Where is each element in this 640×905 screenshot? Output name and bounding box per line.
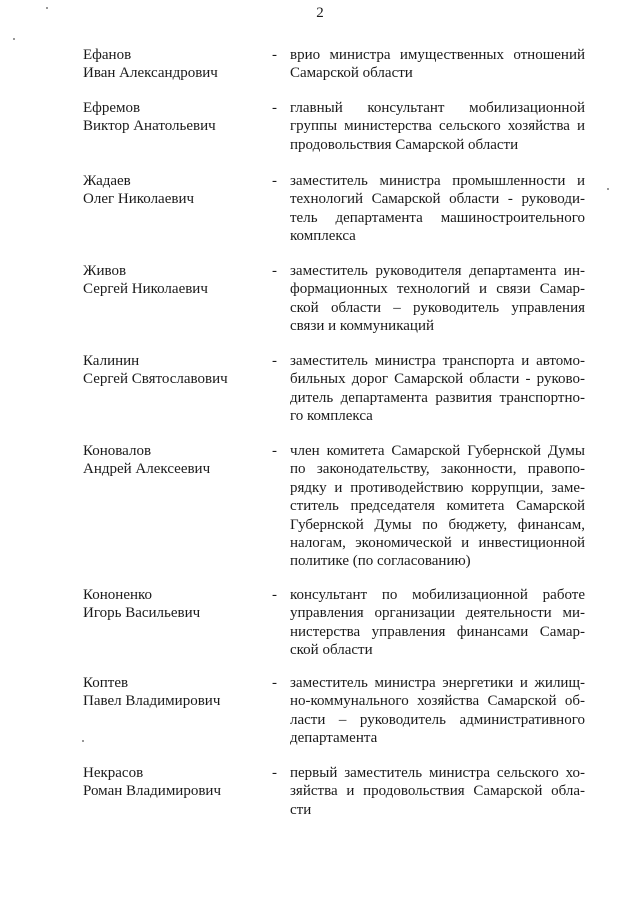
surname: Жадаев: [83, 173, 131, 189]
description-line: технологий Самарской области - руководи-: [290, 191, 585, 208]
description-line: член комитета Самарской Губернской Думы: [290, 443, 585, 459]
position-description: [290, 99, 585, 154]
surname: Коновалов: [83, 443, 152, 459]
surname: Кононенко: [83, 587, 153, 603]
description-line: ститель председателя комитета Самарской: [290, 498, 585, 515]
position-description: [290, 586, 585, 660]
description-line: Губернской Думы по бюджету, финансам,: [290, 516, 585, 533]
description-line: продовольствия Самарской области: [290, 136, 519, 153]
given-names: Иван Александрович: [83, 65, 218, 81]
dash: -: [272, 47, 277, 63]
person-name: [83, 586, 268, 622]
position-description: [290, 352, 585, 426]
surname: Некрасов: [83, 765, 144, 781]
given-names: Олег Николаевич: [83, 191, 195, 207]
description-line: Самарской области: [290, 65, 413, 82]
person-name: [83, 442, 268, 478]
dash: -: [272, 675, 277, 691]
description-line: ской области – руководитель управления: [290, 299, 585, 316]
given-names: Виктор Анатольевич: [83, 118, 216, 134]
dash: -: [272, 263, 277, 279]
scan-speck: [13, 38, 15, 40]
given-names: Роман Владимирович: [83, 783, 221, 799]
description-line: ласти – руководитель административного: [290, 711, 585, 728]
description-line: тель департамента машиностроительного: [290, 209, 585, 226]
description-line: сти: [290, 801, 312, 818]
given-names: Игорь Васильевич: [83, 605, 201, 621]
position-description: [290, 764, 585, 819]
person-name: [83, 99, 268, 135]
description-line: заместитель министра энергетики и жилищ-: [290, 675, 585, 691]
surname: Ефремов: [83, 100, 141, 116]
description-line: связи и коммуникаций: [290, 318, 435, 335]
person-name: [83, 764, 268, 800]
description-line: врио министра имущественных отношений: [290, 47, 585, 63]
description-line: управления организации деятельности ми-: [290, 605, 585, 622]
position-description: [290, 442, 585, 571]
description-line: по законодательству, законности, правопо-: [290, 461, 585, 478]
description-line: заместитель руководителя департамента ин-: [290, 263, 585, 279]
scan-speck: [82, 740, 84, 742]
position-description: [290, 262, 585, 336]
description-line: главный консультант мобилизационной: [290, 100, 585, 116]
description-line: заместитель министра промышленности и: [290, 173, 585, 189]
description-line: группы министерства сельского хозяйства и: [290, 118, 585, 135]
surname: Калинин: [83, 353, 140, 369]
person-name: [83, 46, 268, 82]
given-names: Андрей Алексеевич: [83, 461, 211, 477]
surname: Ефанов: [83, 47, 132, 63]
given-names: Сергей Николаевич: [83, 281, 208, 297]
description-line: первый заместитель министра сельского хо-: [290, 765, 585, 781]
page-number: 2: [316, 5, 324, 21]
description-line: комплекса: [290, 228, 356, 245]
surname: Коптев: [83, 675, 129, 691]
description-line: консультант по мобилизационной работе: [290, 587, 585, 603]
position-description: [290, 172, 585, 246]
description-line: бильных дорог Самарской области - руково-: [290, 371, 585, 388]
description-line: ской области: [290, 642, 373, 659]
person-name: [83, 262, 268, 298]
scan-speck: [46, 7, 48, 9]
description-line: формационных технологий и связи Самар-: [290, 281, 585, 298]
given-names: Павел Владимирович: [83, 693, 221, 709]
description-line: зяйства и продовольствия Самарской обла-: [290, 783, 585, 800]
given-names: Сергей Святославович: [83, 371, 228, 387]
description-line: рядку и противодействию коррупции, заме-: [290, 479, 585, 496]
position-description: [290, 674, 585, 748]
dash: -: [272, 765, 277, 781]
dash: -: [272, 587, 277, 603]
dash: -: [272, 353, 277, 369]
description-line: налогам, экономической и инвестиционной: [290, 535, 585, 552]
description-line: департамента: [290, 730, 378, 747]
dash: -: [272, 173, 277, 189]
position-description: [290, 46, 585, 83]
dash: -: [272, 443, 277, 459]
description-line: нистерства управления финансами Самар-: [290, 623, 585, 640]
description-line: заместитель министра транспорта и автомо-: [290, 353, 585, 369]
description-line: дитель департамента развития транспортно-: [290, 389, 585, 406]
surname: Живов: [83, 263, 127, 279]
person-name: [83, 352, 268, 388]
person-name: [83, 674, 268, 710]
person-name: [83, 172, 268, 208]
description-line: но-коммунального хозяйства Самарской об-: [290, 693, 585, 710]
scan-speck: [607, 188, 609, 190]
dash: -: [272, 100, 277, 116]
description-line: политике (по согласованию): [290, 553, 471, 570]
description-line: го комплекса: [290, 408, 373, 425]
